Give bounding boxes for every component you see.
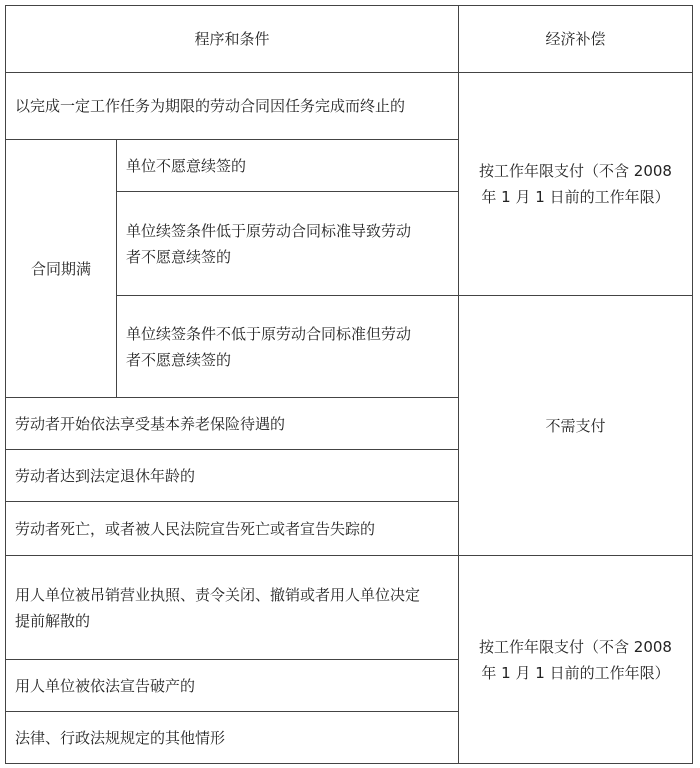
row-other: 法律、行政法规规定的其他情形 [6,712,459,764]
row-revoked-line2: 提前解散的 [15,611,91,630]
row-not-lower-conditions-line1: 单位续签条件不低于原劳动合同标准但劳动 [126,324,412,343]
row-not-lower-conditions-line2: 者不愿意续签的 [126,350,232,369]
table-header-row [6,6,693,73]
row-death: 劳动者死亡，或者被人民法院宣告死亡或者宣告失踪的 [6,502,459,556]
header-compensation: 经济补偿 [459,6,693,73]
table-row [6,556,693,660]
row-lower-conditions-line2: 者不愿意续签的 [126,247,232,266]
compensation-pay-2 [459,556,693,764]
table-row [6,73,693,140]
compensation-no-pay: 不需支付 [459,296,693,556]
compensation-pay-1-line1: 按工作年限支付（不含 2008 [479,162,672,180]
row-retirement-age: 劳动者达到法定退休年龄的 [6,450,459,502]
row-task-complete: 以完成一定工作任务为期限的劳动合同因任务完成而终止的 [6,73,459,140]
row-pension: 劳动者开始依法享受基本养老保险待遇的 [6,398,459,450]
compensation-pay-1-line2: 年 1 月 1 日前的工作年限） [481,188,670,206]
row-unit-unwilling: 单位不愿意续签的 [117,140,459,192]
row-lower-conditions-line1: 单位续签条件低于原劳动合同标准导致劳动 [126,221,412,240]
header-procedure: 程序和条件 [6,6,459,73]
compensation-pay-2-line2: 年 1 月 1 日前的工作年限） [481,663,670,682]
row-revoked-line1: 用人单位被吊销营业执照、责令关闭、撤销或者用人单位决定 [15,585,421,604]
row-contract-expire: 合同期满 [6,140,117,398]
row-bankrupt: 用人单位被依法宣告破产的 [6,660,459,712]
compensation-table [5,5,693,764]
compensation-pay-2-line1: 按工作年限支付（不含 2008 [479,637,672,656]
row-revoked [6,556,459,660]
compensation-pay-1 [459,73,693,296]
row-not-lower-conditions [117,296,459,398]
row-lower-conditions [117,192,459,296]
